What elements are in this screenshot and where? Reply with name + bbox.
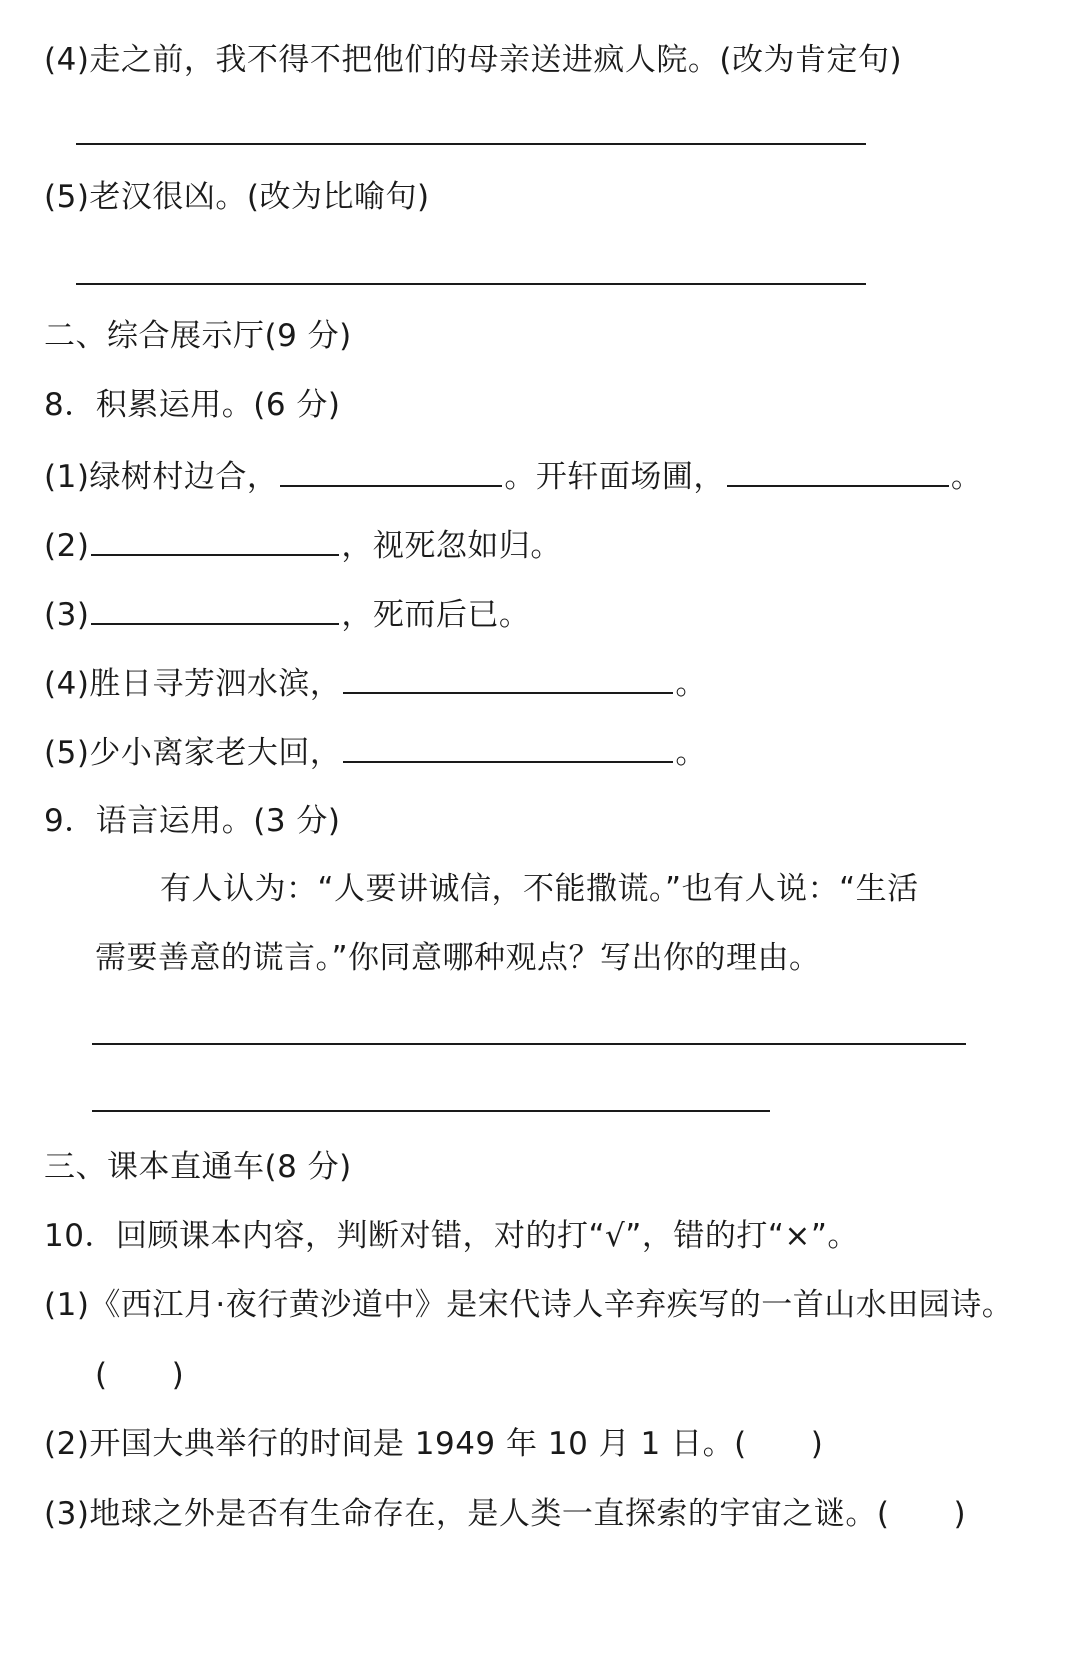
q7-item-4: (4)走之前，我不得不把他们的母亲送进疯人院。(改为肯定句)	[44, 42, 903, 78]
q10-item-3	[44, 1494, 966, 1534]
q8-item-5-text-b: 。	[675, 735, 707, 771]
answer-line-q9-2[interactable]	[92, 1110, 770, 1112]
q8-item-1	[44, 455, 982, 497]
q8-item-3-text-b: ，死而后已。	[341, 597, 531, 633]
q8-item-4-blank[interactable]	[343, 662, 673, 694]
q8-item-4-text-b: 。	[675, 666, 707, 702]
q10-item-2-text: (2)开国大典举行的时间是 1949 年 10 月 1 日。(	[44, 1426, 747, 1462]
q10-item-1: (1)《西江月·夜行黄沙道中》是宋代诗人辛弃疾写的一首山水田园诗。	[44, 1287, 1014, 1323]
q8-item-4-text-a: (4)胜日寻芳泗水滨，	[44, 666, 342, 702]
q8-item-5-text-a: (5)少小离家老大回，	[44, 735, 342, 771]
q10-item-2	[44, 1424, 823, 1464]
q8-item-1-blank-2[interactable]	[727, 455, 949, 487]
q9-paragraph-line-2: 需要善意的谎言。”你同意哪种观点？写出你的理由。	[95, 940, 821, 976]
q10-title: 10．回顾课本内容，判断对错，对的打“√”，错的打“×”。	[44, 1218, 859, 1254]
q10-item-3-paren-close: )	[953, 1496, 967, 1532]
q10-item-3-text: (3)地球之外是否有生命存在，是人类一直探索的宇宙之谜。(	[44, 1496, 890, 1532]
q10-item-1-paren-close: )	[171, 1357, 185, 1393]
q8-item-2	[44, 524, 562, 566]
q8-item-1-text-c: 。	[950, 459, 983, 495]
answer-line-q7-5[interactable]	[76, 283, 866, 285]
q8-item-1-blank-1[interactable]	[280, 455, 502, 487]
section-2-title: 二、综合展示厅(9 分)	[44, 318, 352, 354]
q8-item-3-text-a: (3)	[44, 597, 90, 633]
q8-title: 8．积累运用。(6 分)	[44, 387, 341, 423]
q8-item-5-blank[interactable]	[343, 731, 673, 763]
q8-item-2-blank[interactable]	[91, 524, 339, 556]
q8-item-5	[44, 731, 707, 773]
q8-item-1-text-a: (1)绿树村边合，	[44, 459, 279, 495]
q8-item-1-text-b: 。开轩面场圃，	[504, 459, 725, 495]
section-3-title: 三、课本直通车(8 分)	[44, 1149, 352, 1185]
q10-item-1-paren-open: (	[95, 1357, 108, 1393]
q10-item-1-answer	[95, 1355, 184, 1395]
q9-title: 9．语言运用。(3 分)	[44, 803, 341, 839]
q8-item-3	[44, 593, 530, 635]
answer-line-q7-4[interactable]	[76, 143, 866, 145]
q10-item-2-paren-close: )	[810, 1426, 824, 1462]
answer-line-q9-1[interactable]	[92, 1043, 966, 1045]
q8-item-4	[44, 662, 707, 704]
q9-paragraph-line-1: 有人认为：“人要讲诚信，不能撒谎。”也有人说：“生活	[160, 871, 919, 907]
q8-item-2-text-b: ，视死忽如归。	[341, 528, 562, 564]
q8-item-2-text-a: (2)	[44, 528, 90, 564]
q7-item-5: (5)老汉很凶。(改为比喻句)	[44, 179, 430, 215]
q8-item-3-blank[interactable]	[91, 593, 339, 625]
